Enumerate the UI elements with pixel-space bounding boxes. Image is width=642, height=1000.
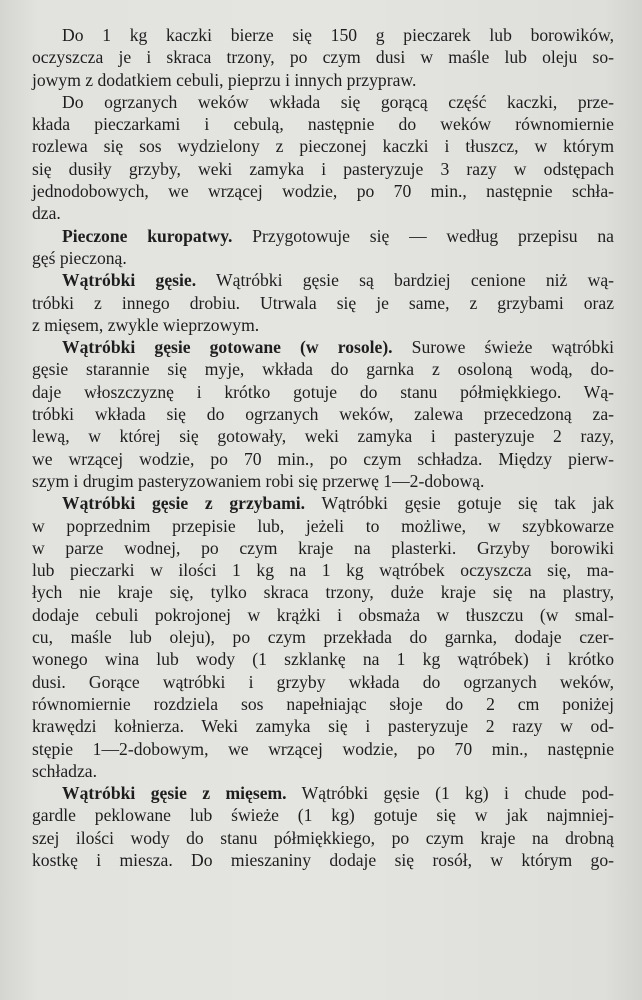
text-line [32, 827, 614, 849]
line-text: wonego wina lub wody (1 szklankę na 1 kg wątróbek) i krótko [32, 649, 614, 670]
line-text: oczyszcza je i skraca trzony, po czym dusi w maśle lub oleju so- [32, 47, 614, 68]
line-text: kłada pieczarkami i cebulą, następnie do weków równomiernie [32, 114, 614, 135]
text-line [32, 804, 614, 826]
text-line [32, 760, 614, 782]
line-text: cu, maśle lub oleju), po czym przekłada do garnka, dodaje czer- [32, 627, 614, 648]
text-line [32, 247, 614, 269]
text-line [32, 24, 614, 46]
line-text: rozlewa się sos wydzielony z pieczonej kaczki i tłuszcz, w którym [32, 136, 614, 157]
text-line [32, 537, 614, 559]
recipe-title: Wątróbki gęsie gotowane (w rosole). [62, 337, 393, 358]
text-line [32, 358, 614, 380]
text-line [32, 336, 614, 358]
recipe-title: Wątróbki gęsie z mięsem. [62, 783, 287, 804]
line-text: we wrzącej wodzie, po 70 min., po czym schładza. Między pierw- [32, 448, 614, 469]
line-text: tróbki wkłada się do ogrzanych weków, zalewa przecedzoną za- [32, 404, 614, 425]
line-text: lub pieczarki w ilości 1 kg na 1 kg wątróbek oczyszcza się, ma- [32, 560, 614, 581]
line-text: szej ilości wody do stanu półmiękkiego, po czym kraje na drobną [32, 827, 614, 848]
text-line [32, 113, 614, 135]
recipe-paragraph [32, 782, 614, 871]
text-line [32, 738, 614, 760]
line-text: łych nie kraje się, tylko skraca trzony, duże kraje się na plastry, [32, 582, 614, 603]
line-text: stępie 1—2-dobowym, we wrzącej wodzie, po 70 min., następnie [32, 738, 614, 759]
line-text: jowym z dodatkiem cebuli, pieprzu i innych przypraw. [32, 69, 417, 90]
line-text: Do ogrzanych weków wkłada się gorącą część kaczki, prze- [62, 91, 614, 112]
line-text: tróbki z innego drobiu. Utrwala się je same, z grzybami oraz [32, 292, 614, 313]
line-text: dza. [32, 203, 61, 224]
recipe-title: Pieczone kuropatwy. [62, 225, 233, 246]
line-text: krawędzi kołnierza. Weki zamyka się i pasteryzuje 2 razy w od- [32, 716, 614, 737]
line-text: Wątróbki gęsie (1 kg) i chude pod- [286, 783, 614, 804]
line-text: lewą, w której się gotowały, weki zamyka i pasteryzuje 2 razy, [32, 426, 614, 447]
text-line [32, 693, 614, 715]
text-line [32, 225, 614, 247]
line-text: schładza. [32, 760, 97, 781]
text-line [32, 626, 614, 648]
recipe-paragraph [32, 24, 614, 91]
text-line [32, 46, 614, 68]
text-line [32, 381, 614, 403]
text-line [32, 671, 614, 693]
text-line [32, 604, 614, 626]
text-line [32, 448, 614, 470]
text-line [32, 314, 614, 336]
line-text: Wątróbki gęsie gotuje się tak jak [305, 493, 614, 514]
line-text: dusi. Gorące wątróbki i grzyby wkłada do ogrzanych weków, [32, 671, 614, 692]
text-line [32, 292, 614, 314]
text-line [32, 180, 614, 202]
text-line [32, 158, 614, 180]
recipe-paragraph [32, 225, 614, 270]
line-text: Surowe świeże wątróbki [392, 337, 614, 358]
line-text: gęsie starannie się myje, wkłada do garnka z osoloną wodą, do- [32, 359, 614, 380]
line-text: Do 1 kg kaczki bierze się 150 g pieczarek lub borowików, [62, 25, 614, 45]
line-text: jednodobowych, we wrzącej wodzie, po 70 min., następnie schła- [32, 181, 614, 202]
recipe-paragraph [32, 492, 614, 782]
text-line [32, 269, 614, 291]
text-line [32, 202, 614, 224]
text-line [32, 581, 614, 603]
line-text: daje włoszczyznę i krótko gotuje do stanu półmiękkiego. Wą- [32, 381, 614, 402]
text-line [32, 515, 614, 537]
recipe-title: Wątróbki gęsie. [62, 270, 197, 291]
text-line [32, 559, 614, 581]
line-text: gęś pieczoną. [32, 247, 127, 268]
text-line [32, 470, 614, 492]
text-line [32, 849, 614, 871]
line-text: równomiernie rozdziela sos napełniając słoje do 2 cm poniżej [32, 693, 614, 714]
line-text: w parze wodnej, po czym kraje na plasterki. Grzyby borowiki [32, 537, 614, 558]
recipe-paragraph [32, 91, 614, 225]
recipe-title: Wątróbki gęsie z grzybami. [62, 493, 306, 514]
text-line [32, 492, 614, 514]
text-line [32, 69, 614, 91]
text-line [32, 782, 614, 804]
text-line [32, 715, 614, 737]
recipe-paragraph [32, 269, 614, 336]
line-text: dodaje cebuli pokrojonej w krążki i obsmaża w tłuszczu (w smal- [32, 604, 614, 625]
line-text: szym i drugim pasteryzowaniem robi się przerwę 1—2-dobową. [32, 470, 485, 491]
line-text: Wątróbki gęsie są bardziej cenione niż wą- [196, 270, 614, 291]
line-text: Przygotowuje się — według przepisu na [232, 225, 614, 246]
line-text: gardle peklowane lub świeże (1 kg) gotuje się w jak najmniej- [32, 805, 614, 826]
line-text: kostkę i miesza. Do mieszaniny dodaje się rosół, w którym go- [32, 849, 614, 870]
text-line [32, 648, 614, 670]
text-line [32, 425, 614, 447]
line-text: z mięsem, zwykle wieprzowym. [32, 314, 260, 335]
recipe-paragraph [32, 336, 614, 492]
text-line [32, 91, 614, 113]
text-line [32, 403, 614, 425]
text-line [32, 135, 614, 157]
line-text: w poprzednim przepisie lub, jeżeli to możliwe, w szybkowarze [32, 515, 614, 536]
line-text: się dusiły grzyby, weki zamyka i pasteryzuje 3 razy w odstępach [32, 158, 614, 179]
